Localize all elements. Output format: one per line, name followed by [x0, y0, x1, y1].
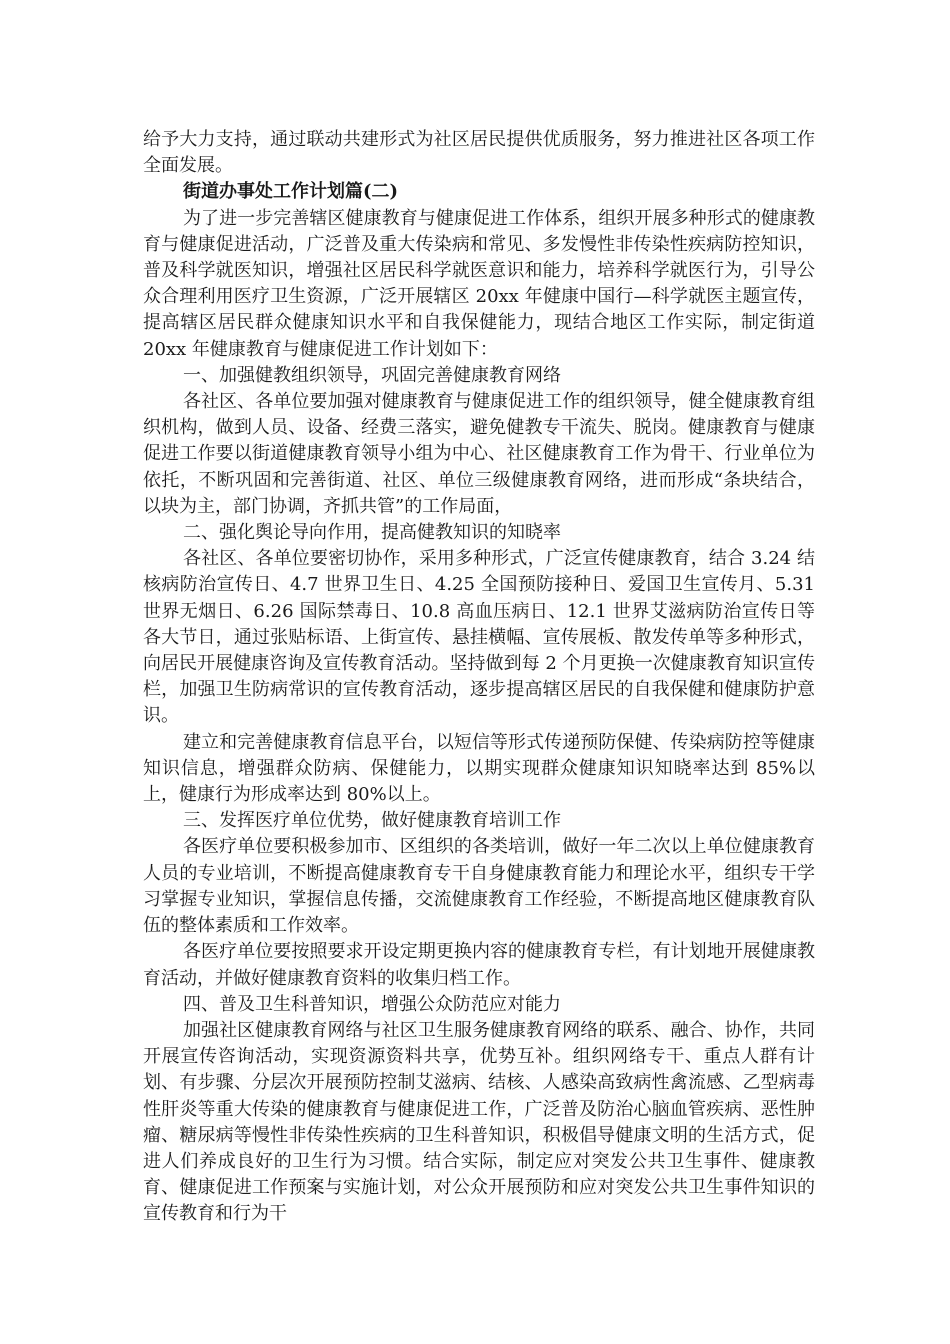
section-heading-2: 二、强化舆论导向作用，提高健教知识的知晓率	[183, 522, 561, 544]
paragraph-section-4: 加强社区健康教育网络与社区卫生服务健康教育网络的联系、融合、协作，共同开展宣传咨询活动，实现资源资料共享，优势互补。组织网络专干、重点人群有计划、有步骤、分层次开展预防控制艾滋病、结核、人感染高致病性禽流感、乙型病毒性肝炎等重大传染的健康教育与健康促进工作，广泛普及防治心脑血管疾病、恶性肿瘤、糖尿病等慢性非传染性疾病的卫生科普知识，积极倡导健康文明的生活方式，促进人们养成良好的卫生行为习惯。结合实际，制定应对突发公共卫生事件、健康教育、健康促进工作预案与实施计划，对公众开展预防和应对突发公共卫生事件知识的宣传教育和行为干	[143, 1019, 815, 1225]
document-body	[143, 127, 815, 1228]
section-heading-4: 四、普及卫生科普知识，增强公众防范应对能力	[183, 993, 561, 1015]
paragraph-intro: 为了进一步完善辖区健康教育与健康促进工作体系，组织开展多种形式的健康教育与健康促进活动，广泛普及重大传染病和常见、多发慢性非传染性疾病防控知识，普及科学就医知识，增强社区居民科学就医意识和能力，培养科学就医行为，引导公众合理利用医疗卫生资源，广泛开展辖区 20xx 年健康中国行—科学就医主题宣传，提高辖区居民群众健康知识水平和自我保健能力，现结合地区工作实际，制定街道 20xx 年健康教育与健康促进工作计划如下：	[143, 207, 815, 360]
paragraph-section-3b: 各医疗单位要按照要求开设定期更换内容的健康教育专栏，有计划地开展健康教育活动，并做好健康教育资料的收集归档工作。	[143, 941, 815, 989]
paragraph-section-1: 各社区、各单位要加强对健康教育与健康促进工作的组织领导，健全健康教育组织机构，做到人员、设备、经费三落实，避免健教专干流失、脱岗。健康教育与健康促进工作要以街道健康教育领导小组为中心、社区健康教育工作为骨干、行业单位为依托，不断巩固和完善街道、社区、单位三级健康教育网络，进而形成“条块结合，以块为主，部门协调，齐抓共管”的工作局面，	[143, 391, 815, 517]
section-heading-1: 一、加强健教组织领导，巩固完善健康教育网络	[183, 364, 561, 386]
paragraph-continuation: 给予大力支持，通过联动共建形式为社区居民提供优质服务，努力推进社区各项工作全面发展。	[143, 129, 815, 177]
paragraph-section-3a: 各医疗单位要积极参加市、区组织的各类培训，做好一年二次以上单位健康教育人员的专业培训，不断提高健康教育专干自身健康教育能力和理论水平，组织专干学习掌握专业知识，掌握信息传播，交流健康教育工作经验，不断提高地区健康教育队伍的整体素质和工作效率。	[143, 836, 815, 937]
paragraph-section-2a: 各社区、各单位要密切协作，采用多种形式，广泛宣传健康教育，结合 3.24 结核病防治宣传日、4.7 世界卫生日、4.25 全国预防接种日、爱国卫生宣传月、5.31 世界无烟日、6.26 国际禁毒日、10.8 高血压病日、12.1 世界艾滋病防治宣传日等各大节日，通过张贴标语、上街宣传、悬挂横幅、宣传展板、散发传单等多种形式，向居民开展健康咨询及宣传教育活动。坚持做到每 2 个月更换一次健康教育知识宣传栏，加强卫生防病常识的宣传教育活动，逐步提高辖区居民的自我保健和健康防护意识。	[143, 548, 815, 727]
section-heading-3: 三、发挥医疗单位优势，做好健康教育培训工作	[183, 810, 561, 832]
document-title: 街道办事处工作计划篇(二)	[183, 181, 399, 203]
paragraph-section-2b: 建立和完善健康教育信息平台，以短信等形式传递预防保健、传染病防控等健康知识信息，增强群众防病、保健能力，以期实现群众健康知识知晓率达到 85%以上，健康行为形成率达到 80%以上。	[143, 731, 815, 806]
